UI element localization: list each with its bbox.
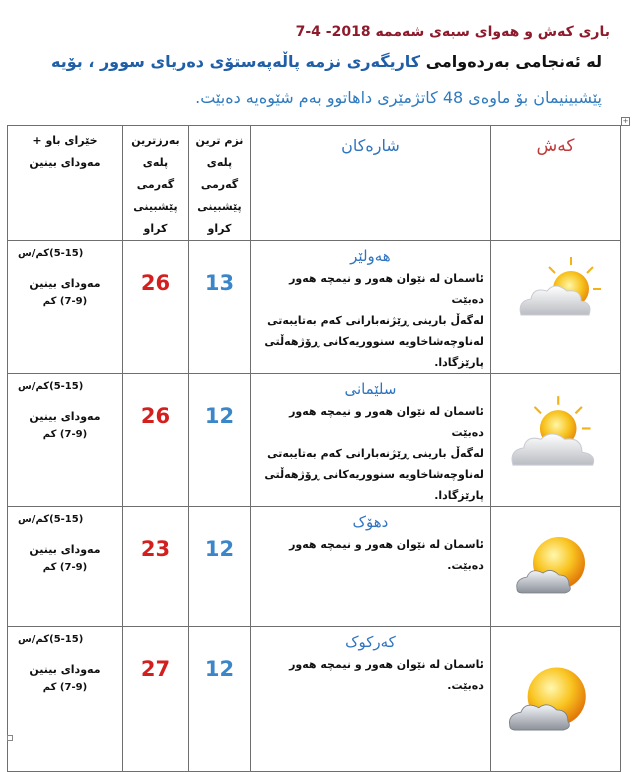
min-temp: 12 xyxy=(188,374,250,507)
description-line: لەگەڵ بارینی ڕێژنەبارانی کەم بەتایبەتی xyxy=(267,447,484,460)
table-resize-handle[interactable] xyxy=(7,735,13,741)
visibility-label: مەودای بینین xyxy=(29,410,101,423)
city-cell xyxy=(250,507,490,627)
header-max-line: پلەی xyxy=(142,156,169,169)
description-line: ئاسمان لە نێوان هەور و نیمچە هەور دەبێت. xyxy=(289,538,484,572)
header-wind-line: خێرای باو + xyxy=(32,134,98,147)
wind-cell xyxy=(8,374,123,507)
city-cell xyxy=(250,241,490,374)
min-temp: 12 xyxy=(188,627,250,772)
page-title xyxy=(270,24,610,40)
header-min-line: نزم ترین xyxy=(195,134,244,147)
header-max-line: کراو xyxy=(143,222,168,235)
mostly-sunny-icon xyxy=(515,533,591,601)
forecast-description xyxy=(251,401,490,506)
visibility-label: مەودای بینین xyxy=(29,663,101,676)
header-weather: کەش xyxy=(490,126,620,241)
city-name: کەرکوک xyxy=(345,633,396,651)
table-header-row xyxy=(8,126,621,241)
forecast-description xyxy=(251,654,490,696)
weather-icon-cell xyxy=(490,627,620,772)
wind-speed: (5-15)کم/س xyxy=(18,634,84,645)
intro-line-1b: کاریگەری نزمە پاڵەپەستۆی دەریای سوور ، بۆیە xyxy=(51,52,421,71)
header-max-temp xyxy=(122,126,188,241)
visibility-label: مەودای بینین xyxy=(29,543,101,556)
city-name: سلێمانی xyxy=(344,380,397,398)
weather-icon-cell xyxy=(490,507,620,627)
max-temp: 23 xyxy=(122,507,188,627)
weather-icon-cell xyxy=(490,241,620,374)
wind-cell xyxy=(8,241,123,374)
city-cell xyxy=(250,374,490,507)
header-max-line: پێشبینی xyxy=(133,200,178,213)
table-row xyxy=(8,627,621,772)
header-min-temp xyxy=(188,126,250,241)
partly-cloudy-icon xyxy=(513,253,603,331)
header-wind-visibility xyxy=(8,126,123,241)
table-move-handle-icon[interactable]: + xyxy=(622,117,629,125)
title-date: 2018- 4-7 xyxy=(295,24,371,40)
wind-cell xyxy=(8,627,123,772)
visibility-value: (7-9) کم xyxy=(42,296,88,307)
table-row xyxy=(8,241,621,374)
table-row xyxy=(8,374,621,507)
min-temp: 13 xyxy=(188,241,250,374)
mostly-sunny-icon xyxy=(507,663,593,739)
header-min-line: گەرمی xyxy=(200,178,239,191)
forecast-description xyxy=(251,534,490,576)
wind-speed: (5-15)کم/س xyxy=(18,248,84,259)
forecast-description xyxy=(251,268,490,373)
min-temp: 12 xyxy=(188,507,250,627)
header-max-line: گەرمی xyxy=(136,178,175,191)
header-min-line: پێشبینی xyxy=(197,200,242,213)
visibility-value: (7-9) کم xyxy=(42,682,88,693)
forecast-table xyxy=(7,125,621,772)
header-min-line: کراو xyxy=(207,222,232,235)
title-text: باری کەش و هەوای سبەی شەممە xyxy=(375,24,610,40)
description-line: پارێزگادا. xyxy=(434,489,484,502)
table-row xyxy=(8,507,621,627)
wind-speed: (5-15)کم/س xyxy=(18,381,84,392)
max-temp: 26 xyxy=(122,241,188,374)
weather-icon-cell xyxy=(490,374,620,507)
description-line: ئاسمان لە نێوان هەور و نیمچە هەور دەبێت xyxy=(289,405,484,439)
intro-line-2: پێشبینیمان بۆ ماوەی 48 کاتژمێری داهاتوو بەم شێوەیە دەبێت. xyxy=(195,88,602,107)
intro-line-1a: لە ئەنجامی بەردەوامی xyxy=(425,52,602,71)
city-name: دهۆک xyxy=(352,513,389,531)
visibility-value: (7-9) کم xyxy=(42,562,88,573)
header-min-line: پلەی xyxy=(206,156,233,169)
wind-speed: (5-15)کم/س xyxy=(18,514,84,525)
intro-line-1 xyxy=(40,52,602,71)
header-cities: شارەکان xyxy=(250,126,490,241)
max-temp: 27 xyxy=(122,627,188,772)
description-line: لەگەڵ بارینی ڕێژنەبارانی کەم بەتایبەتی xyxy=(267,314,484,327)
wind-cell xyxy=(8,507,123,627)
max-temp: 26 xyxy=(122,374,188,507)
partly-cloudy-icon xyxy=(505,394,605,478)
description-line: لەناوچەشاخاویە سنووریەکانی ڕۆژهەڵتی xyxy=(264,468,484,481)
city-name: هەولێر xyxy=(350,247,391,265)
visibility-label: مەودای بینین xyxy=(29,277,101,290)
description-line: پارێزگادا. xyxy=(434,356,484,369)
city-cell xyxy=(250,627,490,772)
header-max-line: بەرزترین xyxy=(131,134,180,147)
description-line: لەناوچەشاخاویە سنووریەکانی ڕۆژهەڵتی xyxy=(264,335,484,348)
description-line: ئاسمان لە نێوان هەور و نیمچە هەور دەبێت xyxy=(289,272,484,306)
header-wind-line: مەودای بینین xyxy=(29,156,101,169)
description-line: ئاسمان لە نێوان هەور و نیمچە هەور دەبێت. xyxy=(289,658,484,692)
visibility-value: (7-9) کم xyxy=(42,429,88,440)
